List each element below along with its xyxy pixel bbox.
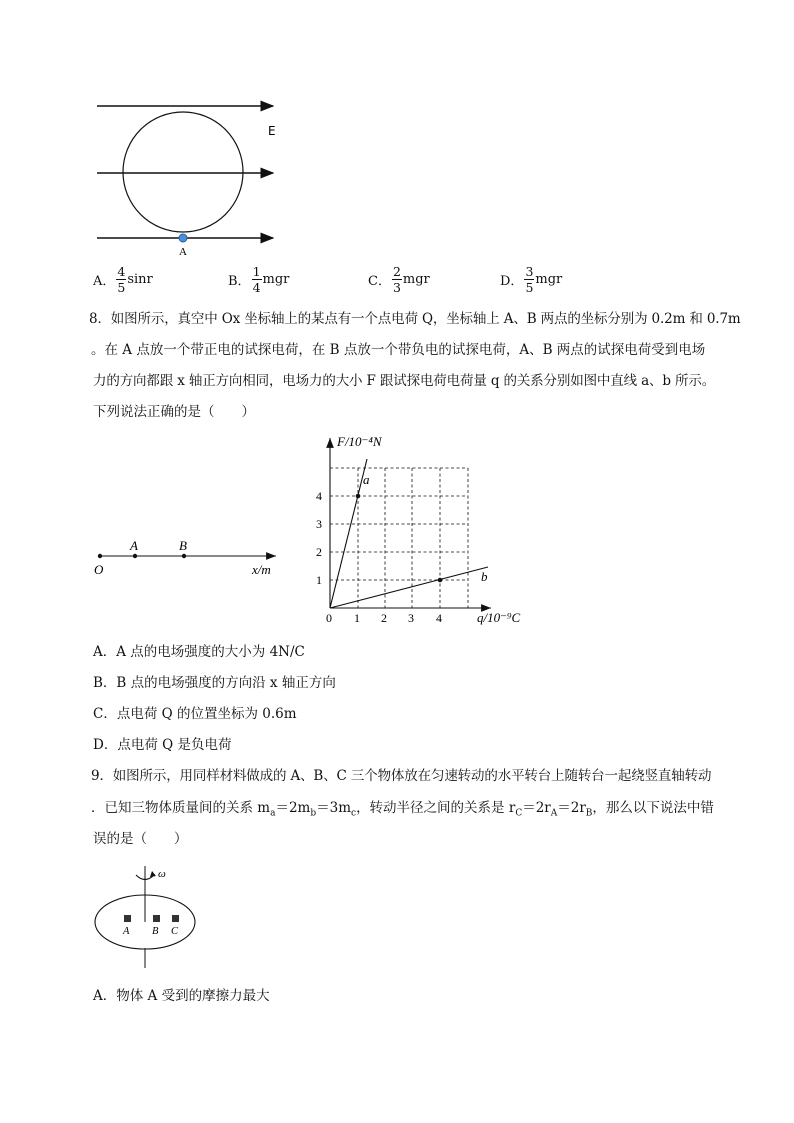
- q9-turntable-figure: [90, 862, 210, 974]
- q7-option-c-den: 3: [392, 280, 401, 295]
- q9-sub-ra: A: [550, 808, 558, 819]
- q7-option-d-suffix: mgr: [535, 272, 563, 287]
- line-a-point: [356, 494, 361, 499]
- q7-option-c-letter: C．: [368, 274, 391, 289]
- q8-line-3: 力的方向都跟 x 轴正方向相同，电场力的大小 F 跟试探电荷电荷量 q 的关系分别如图中直线 a、b 所示。: [93, 373, 716, 389]
- q8-line-4: 下列说法正确的是（ ）: [93, 404, 255, 420]
- q9-eq4: ＝2r: [557, 800, 586, 816]
- circle-track: [123, 112, 243, 232]
- q7-option-a-fraction: [116, 264, 126, 295]
- graph-grid: [330, 468, 468, 608]
- y-tick-1: 1: [316, 573, 322, 587]
- q7-option-a-letter: A．: [93, 274, 116, 289]
- label-b: B: [152, 926, 159, 937]
- line-b-label: b: [481, 569, 488, 584]
- y-tick-4: 4: [316, 489, 322, 503]
- q7-option-b-letter: B．: [228, 274, 251, 289]
- q7-option-b-suffix: mgr: [262, 272, 290, 287]
- q9-mid: ，转动半径之间的关系是 r: [356, 800, 516, 816]
- q9-eq3: ＝2r: [522, 800, 551, 816]
- q9-sub-rc: C: [515, 808, 523, 819]
- q7-option-d-num: 3: [525, 264, 534, 279]
- y-tick-3: 3: [316, 517, 322, 531]
- line-b: [330, 567, 488, 608]
- q8-line-2: 。在 A 点放一个带正电的试探电荷，在 B 点放一个带负电的试探电荷，A、B 两点的试探电荷受到电场: [91, 342, 706, 358]
- q8-axis-figure: [90, 536, 290, 581]
- q7-option-c-suffix: mgr: [402, 272, 430, 287]
- point-a-label: A: [179, 246, 187, 258]
- q9-eq2: ＝3m: [316, 800, 352, 816]
- q9-sub-a: a: [270, 808, 276, 819]
- q9-sub-rb: B: [585, 808, 593, 819]
- q9-option-a: A．物体 A 受到的摩擦力最大: [93, 988, 270, 1004]
- point-a-label: A: [130, 538, 138, 553]
- q7-option-a: [93, 264, 153, 295]
- q7-option-d: [500, 264, 562, 295]
- q9-line-1: 9．如图所示，用同样材料做成的 A、B、C 三个物体放在匀速转动的水平转台上随转台一起绕竖直轴转动: [91, 768, 712, 784]
- q8-line-1: 8．如图所示，真空中 Ox 坐标轴上的某点有一个点电荷 Q，坐标轴上 A、B 两点的坐标分别为 0.2m 和 0.7m: [89, 311, 741, 327]
- q9-tail: ，那么以下说法中错: [592, 800, 714, 816]
- point-a-dot: [133, 554, 137, 558]
- q8-option-c: C．点电荷 Q 的位置坐标为 0.6m: [93, 706, 297, 722]
- q8-option-b: B．B 点的电场强度的方向沿 x 轴正方向: [93, 675, 336, 691]
- q9-line-2-pre: ．已知三物体质量间的关系 m: [91, 800, 271, 816]
- q9-sub-c: c: [351, 808, 357, 819]
- q9-sub-b: b: [310, 808, 317, 819]
- y-tick-2: 2: [316, 545, 322, 559]
- block-a: [124, 915, 131, 922]
- field-label: E: [268, 124, 276, 138]
- q7-option-b-fraction: [252, 264, 262, 295]
- block-b: [153, 915, 160, 922]
- graph-x-label: q/10⁻⁹C: [477, 610, 521, 625]
- line-a-label: a: [363, 472, 370, 487]
- x-tick-1: 1: [354, 611, 360, 625]
- q7-option-d-fraction: [524, 264, 534, 295]
- q7-option-a-den: 5: [117, 280, 126, 295]
- graph-y-label: F/10⁻⁴N: [337, 434, 382, 449]
- origin-label: O: [94, 562, 104, 577]
- axis-label: x/m: [252, 562, 271, 577]
- q7-option-b: [228, 264, 289, 295]
- q7-option-c-fraction: [392, 264, 402, 295]
- rotation-arrowhead-icon: [150, 871, 156, 877]
- x-tick-2: 2: [381, 611, 387, 625]
- x-tick-4: 4: [436, 611, 442, 625]
- point-a-dot: [179, 234, 187, 242]
- q7-option-d-den: 5: [525, 280, 534, 295]
- block-c: [172, 915, 179, 922]
- q7-option-a-suffix: sinr: [127, 272, 153, 287]
- q7-field-figure: [90, 95, 290, 260]
- q7-option-d-letter: D．: [500, 274, 524, 289]
- label-a: A: [123, 926, 130, 937]
- omega-label: ω: [158, 868, 166, 880]
- q7-option-a-num: 4: [117, 264, 126, 279]
- q7-option-c: [368, 264, 430, 295]
- q9-eq1: ＝2m: [275, 800, 311, 816]
- q8-option-d: D．点电荷 Q 是负电荷: [93, 737, 232, 753]
- line-b-point: [438, 578, 443, 583]
- point-b-dot: [182, 554, 186, 558]
- x-tick-3: 3: [408, 611, 414, 625]
- q7-option-c-num: 2: [392, 264, 401, 279]
- q8-force-graph: [305, 432, 545, 632]
- q7-option-b-num: 1: [252, 264, 261, 279]
- label-c: C: [171, 926, 179, 937]
- q9-line-2: [91, 798, 714, 824]
- graph-origin-label: 0: [326, 611, 332, 625]
- q9-line-3: 误的是（ ）: [93, 831, 188, 847]
- point-b-label: B: [179, 538, 187, 553]
- origin-dot: [98, 554, 102, 558]
- q7-option-b-den: 4: [252, 280, 261, 295]
- line-a: [330, 459, 367, 608]
- q8-option-a: A．A 点的电场强度的大小为 4N/C: [93, 644, 305, 660]
